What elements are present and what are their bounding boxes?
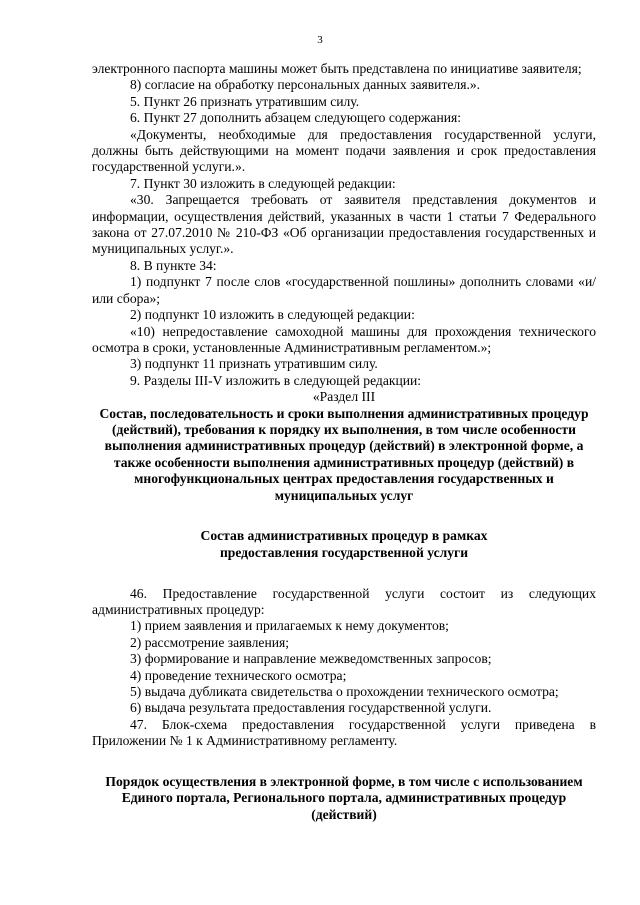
paragraph: «30. Запрещается требовать от заявителя представления документов и информации, осуществления действий, указанных в части 1 статьи 7 Федерального закона от 27.07.2010 № 210-ФЗ «Об организации предоставления государственных и муниципальных услуг.». xyxy=(92,192,596,257)
paragraph: 9. Разделы III-V изложить в следующей редакции: xyxy=(130,372,422,388)
list-item: 6) выдача результата предоставления государственной услуги. xyxy=(130,700,492,716)
paragraph: электронного паспорта машины может быть представлена по инициативе заявителя; xyxy=(92,61,582,76)
list-item: 4) проведение технического осмотра; xyxy=(130,667,347,683)
paragraph: 8. В пункте 34: xyxy=(130,257,217,273)
paragraph: 2) подпункт 10 изложить в следующей редакции: xyxy=(130,307,415,323)
paragraph: 8) согласие на обработку персональных данных заявителя.». xyxy=(130,77,481,93)
paragraph: 3) подпункт 11 признать утратившим силу. xyxy=(130,356,378,372)
paragraph: 47. Блок-схема предоставления государственной услуги приведена в Приложении № 1 к Административному регламенту. xyxy=(92,716,596,749)
subheading: Состав административных процедур в рамках предоставления государственной услуги xyxy=(200,528,488,560)
list-item: 2) рассмотрение заявления; xyxy=(130,634,290,650)
paragraph: 5. Пункт 26 признать утратившим силу. xyxy=(130,93,360,109)
list-item: 1) прием заявления и прилагаемых к нему документов; xyxy=(130,618,449,634)
paragraph: 6. Пункт 27 дополнить абзацем следующего содержания: xyxy=(130,110,462,126)
section-label: «Раздел III xyxy=(312,389,376,405)
section-heading: Состав, последовательность и сроки выполнения административных процедур (действий), требования к порядку их выполнения, в том числе особенности выполнения административных процедур (действий) в электронной форме, а также особенности выполнения административных процедур (действий) в многофункциональных центрах предоставления государственных и муниципальных услуг xyxy=(99,405,589,503)
page-number: 3 xyxy=(317,34,323,46)
subheading: Порядок осуществления в электронной форме, в том числе с использованием Единого портала, Регионального портала, административных процедур (действий) xyxy=(105,774,583,822)
list-item: 3) формирование и направление межведомственных запросов; xyxy=(130,651,492,667)
paragraph: 7. Пункт 30 изложить в следующей редакции: xyxy=(130,175,396,191)
paragraph: 46. Предоставление государственной услуги состоит из следующих административных процедур: xyxy=(92,585,596,617)
list-item: 5) выдача дубликата свидетельства о прохождении технического осмотра; xyxy=(130,684,559,699)
paragraph: «Документы, необходимые для предоставления государственной услуги, должны быть действующими на момент подачи заявления и срок предоставления государственной услуги.». xyxy=(92,126,596,175)
paragraph: «10) непредоставление самоходной машины для прохождения технического осмотра в сроки, установленные Административным регламентом.»; xyxy=(92,323,596,355)
document-body xyxy=(92,61,596,823)
paragraph: 1) подпункт 7 после слов «государственной пошлины» дополнить словами «и/или сбора»; xyxy=(92,274,596,306)
